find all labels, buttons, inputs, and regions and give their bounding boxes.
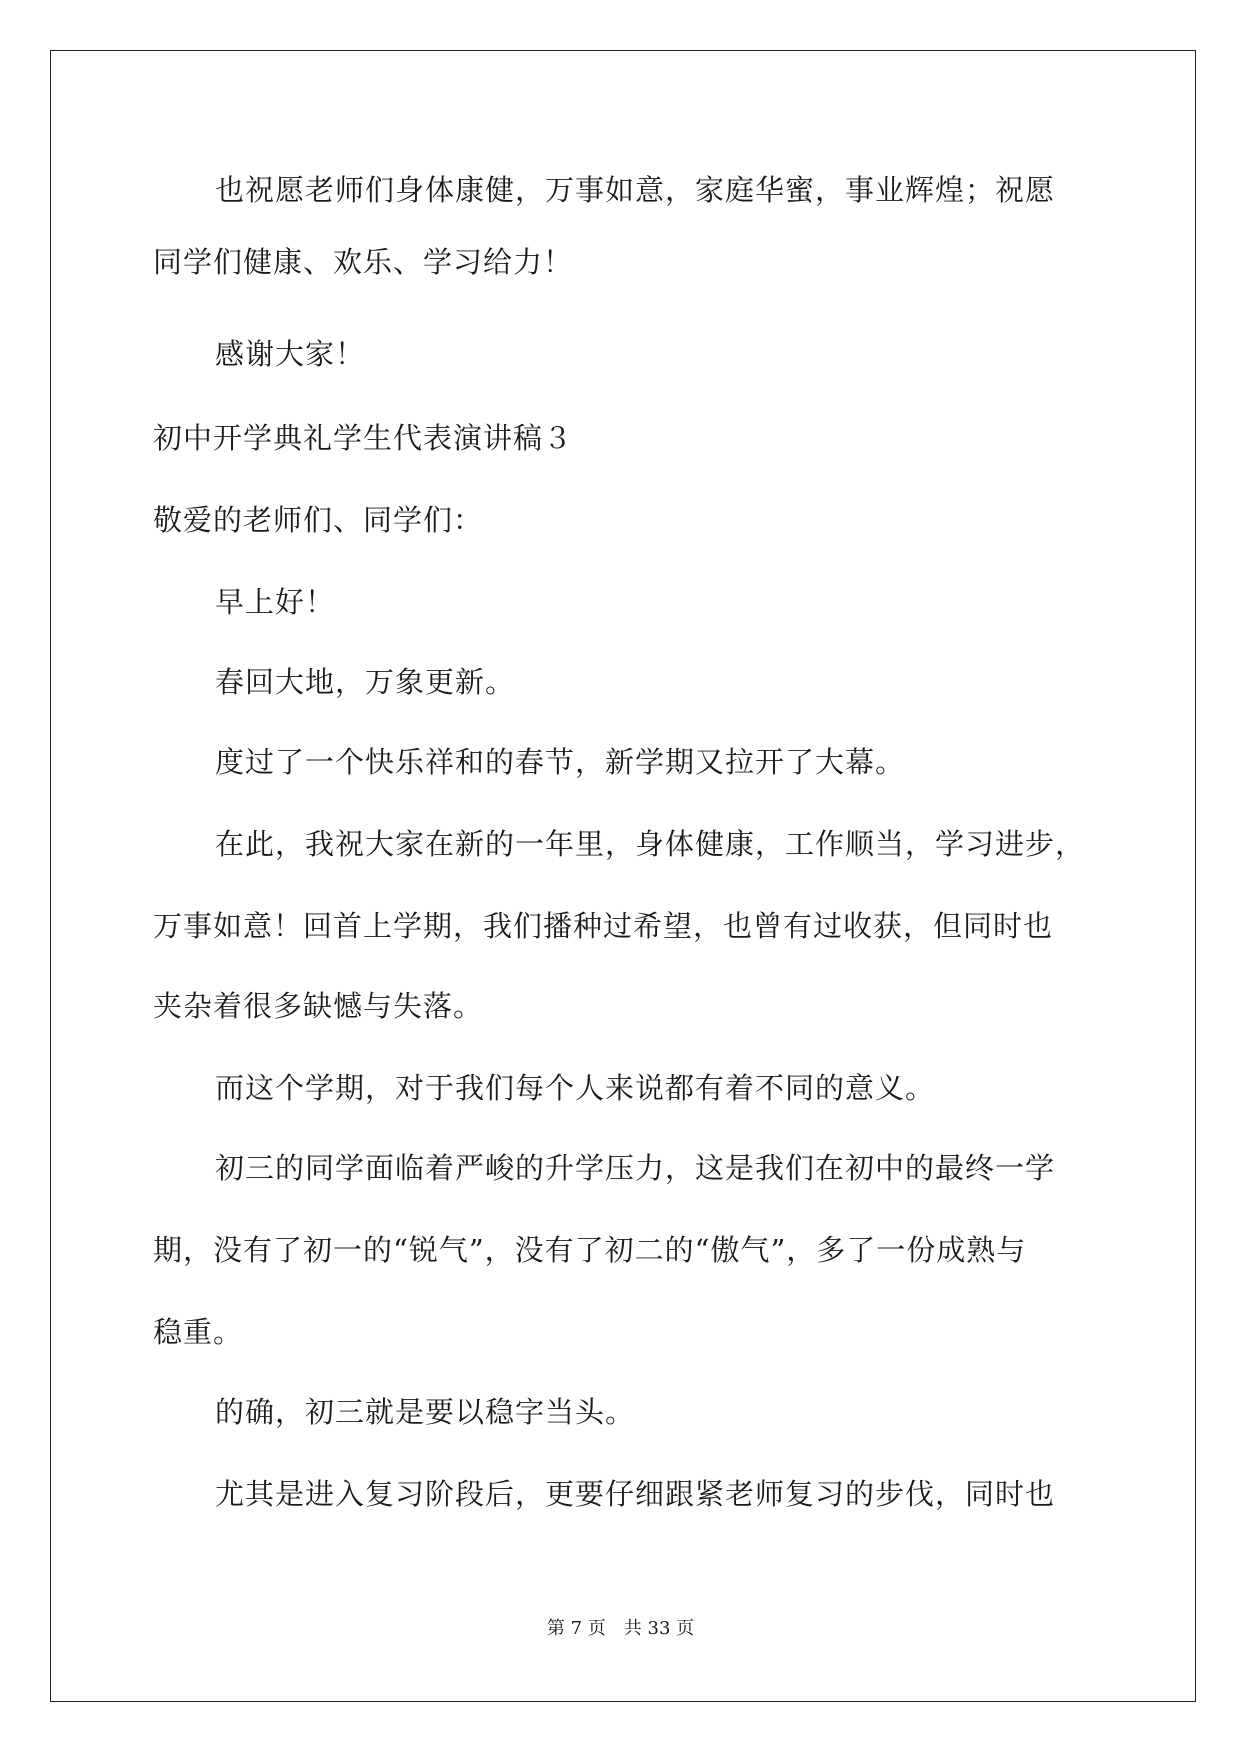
paragraph-line: 早上好！ xyxy=(215,585,336,619)
paragraph-line: 春回大地，万象更新。 xyxy=(215,665,516,699)
paragraph-line: 期，没有了初一的“锐气”，没有了初二的“傲气”，多了一份成熟与 xyxy=(153,1233,1027,1267)
paragraph-line: 在此，我祝大家在新的一年里，身体健康，工作顺当，学习进步， xyxy=(215,827,1086,861)
paragraph-line: 感谢大家！ xyxy=(215,337,366,371)
paragraph-line: 尤其是进入复习阶段后，更要仔细跟紧老师复习的步伐，同时也 xyxy=(215,1477,1056,1511)
paragraph-line: 度过了一个快乐祥和的春节，新学期又拉开了大幕。 xyxy=(215,745,906,779)
paragraph-line: 稳重。 xyxy=(153,1315,244,1349)
page-number: 第 7 页 共 33 页 xyxy=(546,1618,695,1639)
paragraph-line: 初三的同学面临着严峻的升学压力，这是我们在初中的最终一学 xyxy=(215,1151,1056,1185)
paragraph-line: 夹杂着很多缺憾与失落。 xyxy=(153,989,484,1023)
paragraph-line: 万事如意！回首上学期，我们播种过希望，也曾有过收获，但同时也 xyxy=(153,909,1054,943)
paragraph-line: 同学们健康、欢乐、学习给力！ xyxy=(153,245,574,279)
section-heading: 初中开学典礼学生代表演讲稿３ xyxy=(153,421,574,455)
page-border xyxy=(50,50,1196,1702)
salutation: 敬爱的老师们、同学们： xyxy=(153,503,484,537)
paragraph-line: 而这个学期，对于我们每个人来说都有着不同的意义。 xyxy=(215,1071,936,1105)
paragraph-line: 的确，初三就是要以稳字当头。 xyxy=(215,1395,636,1429)
paragraph-line: 也祝愿老师们身体康健，万事如意，家庭华蜜，事业辉煌；祝愿 xyxy=(215,173,1056,207)
